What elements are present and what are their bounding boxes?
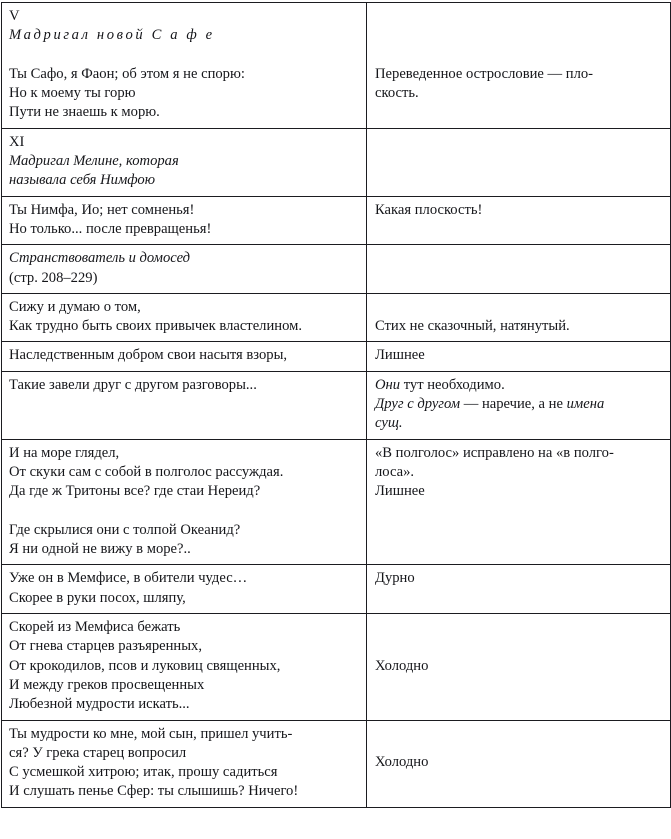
text-run: — наречие, а не: [460, 396, 567, 413]
verse-cell: [2, 614, 367, 720]
table-row: [2, 371, 671, 439]
annotation-cell: [367, 3, 671, 129]
table-body: [2, 3, 671, 808]
text-line: Но только... после превращенья!: [9, 220, 212, 237]
table-row: [2, 565, 671, 614]
spacer-line: [375, 7, 664, 26]
verse-cell: [2, 371, 367, 439]
text-line: XI: [9, 133, 25, 150]
text-line: лоса».: [375, 463, 415, 480]
verse-cell: [2, 342, 367, 371]
text-line: Да где ж Тритоны все? где стаи Нереид?: [9, 483, 261, 500]
blank-line: [9, 502, 360, 521]
text-line: Скорей из Мемфиса бежать: [9, 619, 181, 636]
text-line: Любезной мудрости искать...: [9, 696, 190, 713]
verse-cell: [2, 3, 367, 129]
table-row: [2, 720, 671, 807]
text-run: Друг с другом: [375, 396, 461, 413]
text-line: С усмешкой хитрою; итак, прошу садиться: [9, 764, 278, 781]
spacer-line: [375, 46, 664, 65]
annotation-table: [1, 2, 671, 808]
blank-line: [9, 46, 360, 65]
text-line: От гнева старцев разъяренных,: [9, 638, 202, 655]
text-line: [375, 376, 664, 395]
table-row: [2, 439, 671, 565]
text-line: ся? У грека старец вопросил: [9, 744, 187, 761]
text-line: И между греков просвещенных: [9, 676, 205, 693]
text-line: Пути не знаешь к морю.: [9, 104, 160, 121]
text-line: Мадригал Мелине, которая: [9, 153, 179, 170]
text-line: Но к моему ты горю: [9, 85, 136, 102]
text-line: Где скрылися они с толпой Океанид?: [9, 521, 241, 538]
annotation-cell: [367, 196, 671, 245]
text-line: называла себя Нимфою: [9, 172, 156, 189]
text-line: Ты Нимфа, Ио; нет сомненья!: [9, 201, 195, 218]
text-line: Наследственным добром свои насытя взоры,: [9, 347, 288, 364]
text-line: Холодно: [375, 754, 429, 771]
text-line: Как трудно быть своих привычек властелином.: [9, 318, 302, 335]
text-line: Ты Сафо, я Фаон; об этом я не спорю:: [9, 65, 245, 82]
text-line: Лишнее: [375, 483, 425, 500]
table-row: [2, 196, 671, 245]
text-line: Холодно: [375, 657, 429, 674]
table-row: [2, 293, 671, 342]
text-line: Ты мудрости ко мне, мой сын, пришел учить-: [9, 725, 293, 742]
text-line: Такие завели друг с другом разговоры...: [9, 376, 257, 393]
annotation-cell: [367, 614, 671, 720]
verse-cell: [2, 245, 367, 294]
text-line: Какая плоскость!: [375, 201, 483, 218]
text-line: Уже он в Мемфисе, в обители чудес…: [9, 570, 248, 587]
text-line: Странствователь и домосед: [9, 250, 191, 267]
text-line: [375, 395, 664, 414]
verse-cell: [2, 196, 367, 245]
table-row: [2, 614, 671, 720]
annotation-cell: [367, 371, 671, 439]
annotation-cell: [367, 128, 671, 196]
table-row: [2, 3, 671, 129]
text-line: От крокодилов, псов и луковиц священных,: [9, 657, 281, 674]
text-line: От скуки сам с собой в полголос рассуждая.: [9, 463, 284, 480]
text-run: Они: [375, 376, 401, 393]
text-run: имена: [566, 396, 605, 413]
table-row: [2, 342, 671, 371]
spacer-line: [375, 298, 664, 317]
text-line: [375, 414, 664, 433]
text-line: Мадригал новой С а ф е: [9, 27, 215, 44]
text-line: И на море глядел,: [9, 444, 120, 461]
verse-cell: [2, 293, 367, 342]
table-row: [2, 245, 671, 294]
verse-cell: [2, 128, 367, 196]
text-run: тут необходимо.: [400, 376, 505, 393]
text-line: скость.: [375, 85, 419, 102]
annotation-cell: [367, 245, 671, 294]
text-line: (стр. 208–229): [9, 269, 98, 286]
text-line: Лишнее: [375, 347, 425, 364]
text-line: Дурно: [375, 570, 415, 587]
table-row: [2, 128, 671, 196]
text-line: Я ни одной не вижу в море?..: [9, 541, 191, 558]
text-line: «В полголос» исправлено на «в полго-: [375, 444, 614, 461]
text-line: Скорее в руки посох, шляпу,: [9, 589, 186, 606]
annotation-cell: [367, 293, 671, 342]
text-line: V: [9, 8, 20, 24]
spacer-line: [375, 26, 664, 45]
annotation-cell: [367, 720, 671, 807]
verse-cell: [2, 439, 367, 565]
text-line: Переведенное острословие — пло-: [375, 65, 594, 82]
text-line: Сижу и думаю о том,: [9, 298, 141, 315]
text-run: сущ.: [375, 415, 403, 432]
verse-cell: [2, 720, 367, 807]
annotation-cell: [367, 439, 671, 565]
text-line: Стих не сказочный, натянутый.: [375, 318, 570, 335]
annotation-cell: [367, 565, 671, 614]
text-line: И слушать пенье Сфер: ты слышишь? Ничего!: [9, 783, 299, 800]
verse-cell: [2, 565, 367, 614]
annotation-cell: [367, 342, 671, 371]
